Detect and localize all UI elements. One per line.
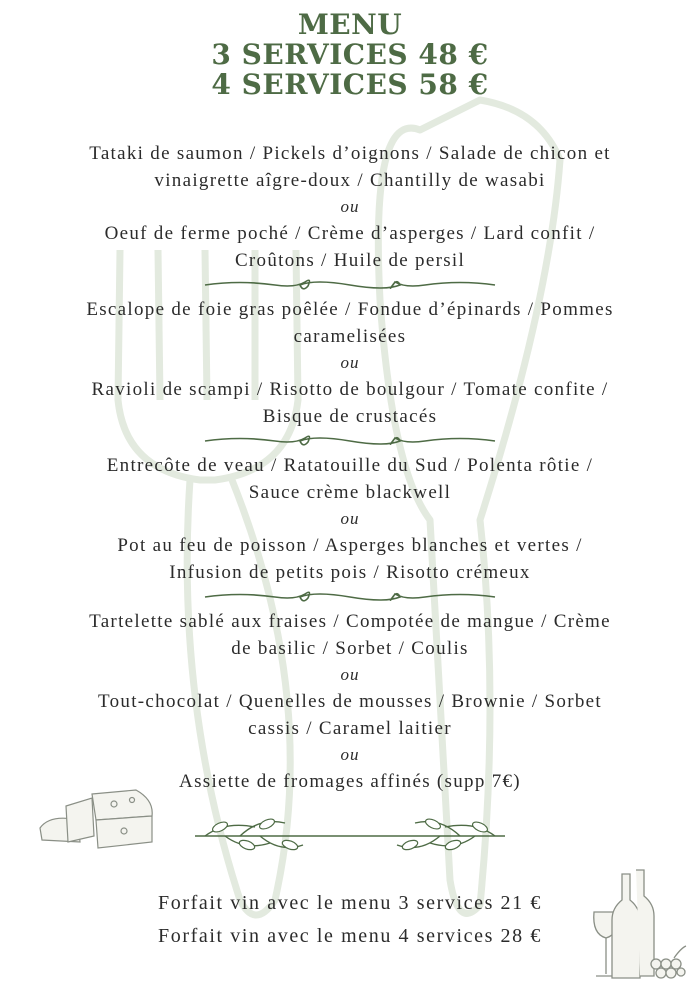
starter-option-b — [40, 376, 660, 430]
or-separator: ou — [340, 665, 360, 684]
dessert-option-a — [40, 608, 660, 662]
starter-a-line1: Escalope de foie gras poêlée / Fondue d’épinards / Pommes — [86, 299, 614, 320]
starter-b-line1: Ravioli de scampi / Risotto de boulgour / Tomate confite / — [91, 379, 609, 400]
entree-option-b — [40, 220, 660, 274]
starter-option-a — [40, 296, 660, 350]
entree-b-line2: Croûtons / Huile de persil — [234, 250, 466, 271]
main-b-line1: Pot au feu de poisson / Asperges blanches et vertes / — [117, 535, 583, 556]
price-3-services: 3 SERVICES 48 € — [211, 38, 489, 71]
dessert-b-line1: Tout-chocolat / Quenelles de mousses / Brownie / Sorbet — [98, 691, 602, 712]
wine-pairing-3: Forfait vin avec le menu 3 services 21 € — [158, 892, 542, 914]
wine-bottles-icon — [586, 868, 696, 986]
starter-b-line2: Bisque de crustacés — [262, 406, 438, 427]
laurel-divider-icon — [185, 813, 515, 859]
main-a-line2: Sauce crème blackwell — [248, 482, 452, 503]
price-4-services: 4 SERVICES 58 € — [211, 68, 489, 101]
menu-title: MENU — [297, 8, 403, 41]
entree-a-line2: vinaigrette aîgre-doux / Chantilly de wasabi — [154, 170, 546, 191]
dessert-a-line1: Tartelette sablé aux fraises / Compotée de mangue / Crème — [89, 611, 611, 632]
flourish-divider-icon — [200, 274, 500, 296]
entree-b-line1: Oeuf de ferme poché / Crème d’asperges / Lard confit / — [104, 223, 596, 244]
cheese-icon — [36, 786, 156, 856]
flourish-divider-icon — [200, 586, 500, 608]
flourish-divider-icon — [200, 430, 500, 452]
wine-pairing-4: Forfait vin avec le menu 4 services 28 € — [158, 925, 542, 947]
or-separator: ou — [340, 509, 360, 528]
menu-header — [0, 0, 700, 100]
main-a-line1: Entrecôte de veau / Ratatouille du Sud / Polenta rôtie / — [106, 455, 594, 476]
main-option-b — [40, 532, 660, 586]
cheese-line1: Assiette de fromages affinés (supp 7€) — [179, 771, 521, 792]
main-option-a — [40, 452, 660, 506]
dessert-option-b — [40, 688, 660, 742]
entree-option-a — [40, 140, 660, 194]
dessert-a-line2: de basilic / Sorbet / Coulis — [231, 638, 469, 659]
or-separator: ou — [340, 197, 360, 216]
starter-a-line2: caramelisées — [293, 326, 407, 347]
or-separator: ou — [340, 745, 360, 764]
or-separator: ou — [340, 353, 360, 372]
dessert-b-line2: cassis / Caramel laitier — [248, 718, 452, 739]
entree-a-line1: Tataki de saumon / Pickels d’oignons / Salade de chicon et — [89, 143, 611, 164]
main-b-line2: Infusion de petits pois / Risotto crémeux — [169, 562, 531, 583]
